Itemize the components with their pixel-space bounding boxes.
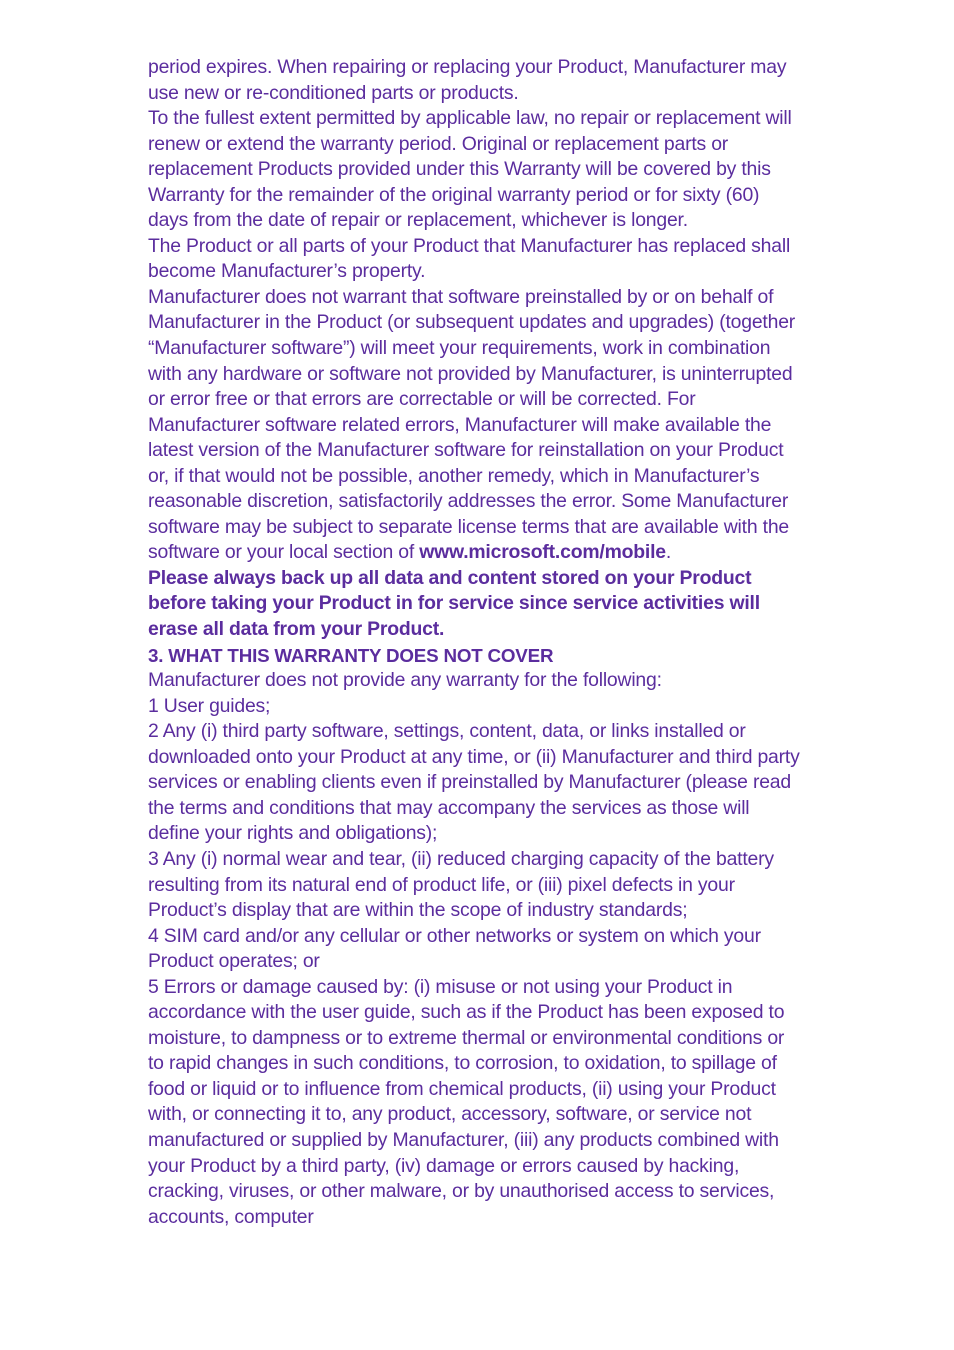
paragraph-warranty-period: To the fullest extent permitted by applicable law, no repair or replacement will renew or extend the warranty period. Original or replacement parts or replacement Products provided under this Warranty will be covered by this Warranty for the remainder of the original warranty period or for sixty (60) days from the date of repair or replacement, whichever is longer. — [148, 107, 792, 232]
paragraph-repair-parts: period expires. When repairing or replacing your Product, Manufacturer may use new or re-conditioned parts or products. — [148, 56, 787, 104]
software-warranty-end: . — [665, 541, 672, 564]
section-3-intro: Manufacturer does not provide any warranty for the following: — [148, 669, 662, 692]
exclusion-item-2: 2 Any (i) third party software, settings, content, data, or links installed or downloaded onto your Product at any time, or (ii) Manufacturer and third party services or enabling clients even if preinstalled by Manufacturer (please read the terms and conditions that may accompany the services as those will define your rights and obligations); — [148, 720, 800, 845]
warranty-page-body — [148, 55, 803, 1230]
exclusion-item-4: 4 SIM card and/or any cellular or other networks or system on which your Product operates; or — [148, 924, 761, 973]
exclusion-item-5: 5 Errors or damage caused by: (i) misuse or not using your Product in accordance with the user guide, such as if the Product has been exposed to moisture, to dampness or to extreme thermal or environmental conditions or to rapid changes in such conditions, to corrosion, to oxidation, to spillage of food or liquid or to influence from chemical products, (ii) using your Product with, or connecting it to, any product, accessory, software, or service not manufactured or supplied by Manufacturer, (iii) any products combined with your Product by a third party, (iv) damage or errors caused by hacking, cracking, viruses, or other malware, or by unauthorised access to services, accounts, computer — [148, 975, 785, 1228]
software-warranty-text: Manufacturer does not warrant that software preinstalled by or on behalf of Manufacturer in the Product (or subsequent updates and upgrades) (together “Manufacturer software”) will meet your requirements, work in combination with any hardware or software not provided by Manufacturer, is uninterrupted or error free or that errors are correctable or will be corrected. For Manufacturer software related errors, Manufacturer will make available the latest version of the Manufacturer software for reinstallation on your Product or, if that would not be possible, another remedy, which in Manufacturer’s reasonable discretion, satisfactorily addresses the error. Some Manufacturer software may be subject to separate license terms that are available with the software or your local section of — [148, 285, 796, 564]
microsoft-mobile-link[interactable]: www.microsoft.com/mobile — [419, 541, 666, 564]
backup-notice: Please always back up all data and content stored on your Product before taking your Product in for service since service activities will erase all data from your Product. — [148, 566, 760, 641]
paragraph-replaced-parts-property: The Product or all parts of your Product that Manufacturer has replaced shall become Manufacturer’s property. — [148, 234, 791, 283]
paragraph-software-warranty — [148, 285, 803, 566]
exclusion-item-3: 3 Any (i) normal wear and tear, (ii) reduced charging capacity of the battery resulting from its natural end of product life, or (iii) pixel defects in your Product’s display that are within the scope of industry standards; — [148, 847, 774, 922]
section-3-heading: 3. WHAT THIS WARRANTY DOES NOT COVER — [148, 644, 554, 666]
exclusion-item-1: 1 User guides; — [148, 694, 271, 717]
